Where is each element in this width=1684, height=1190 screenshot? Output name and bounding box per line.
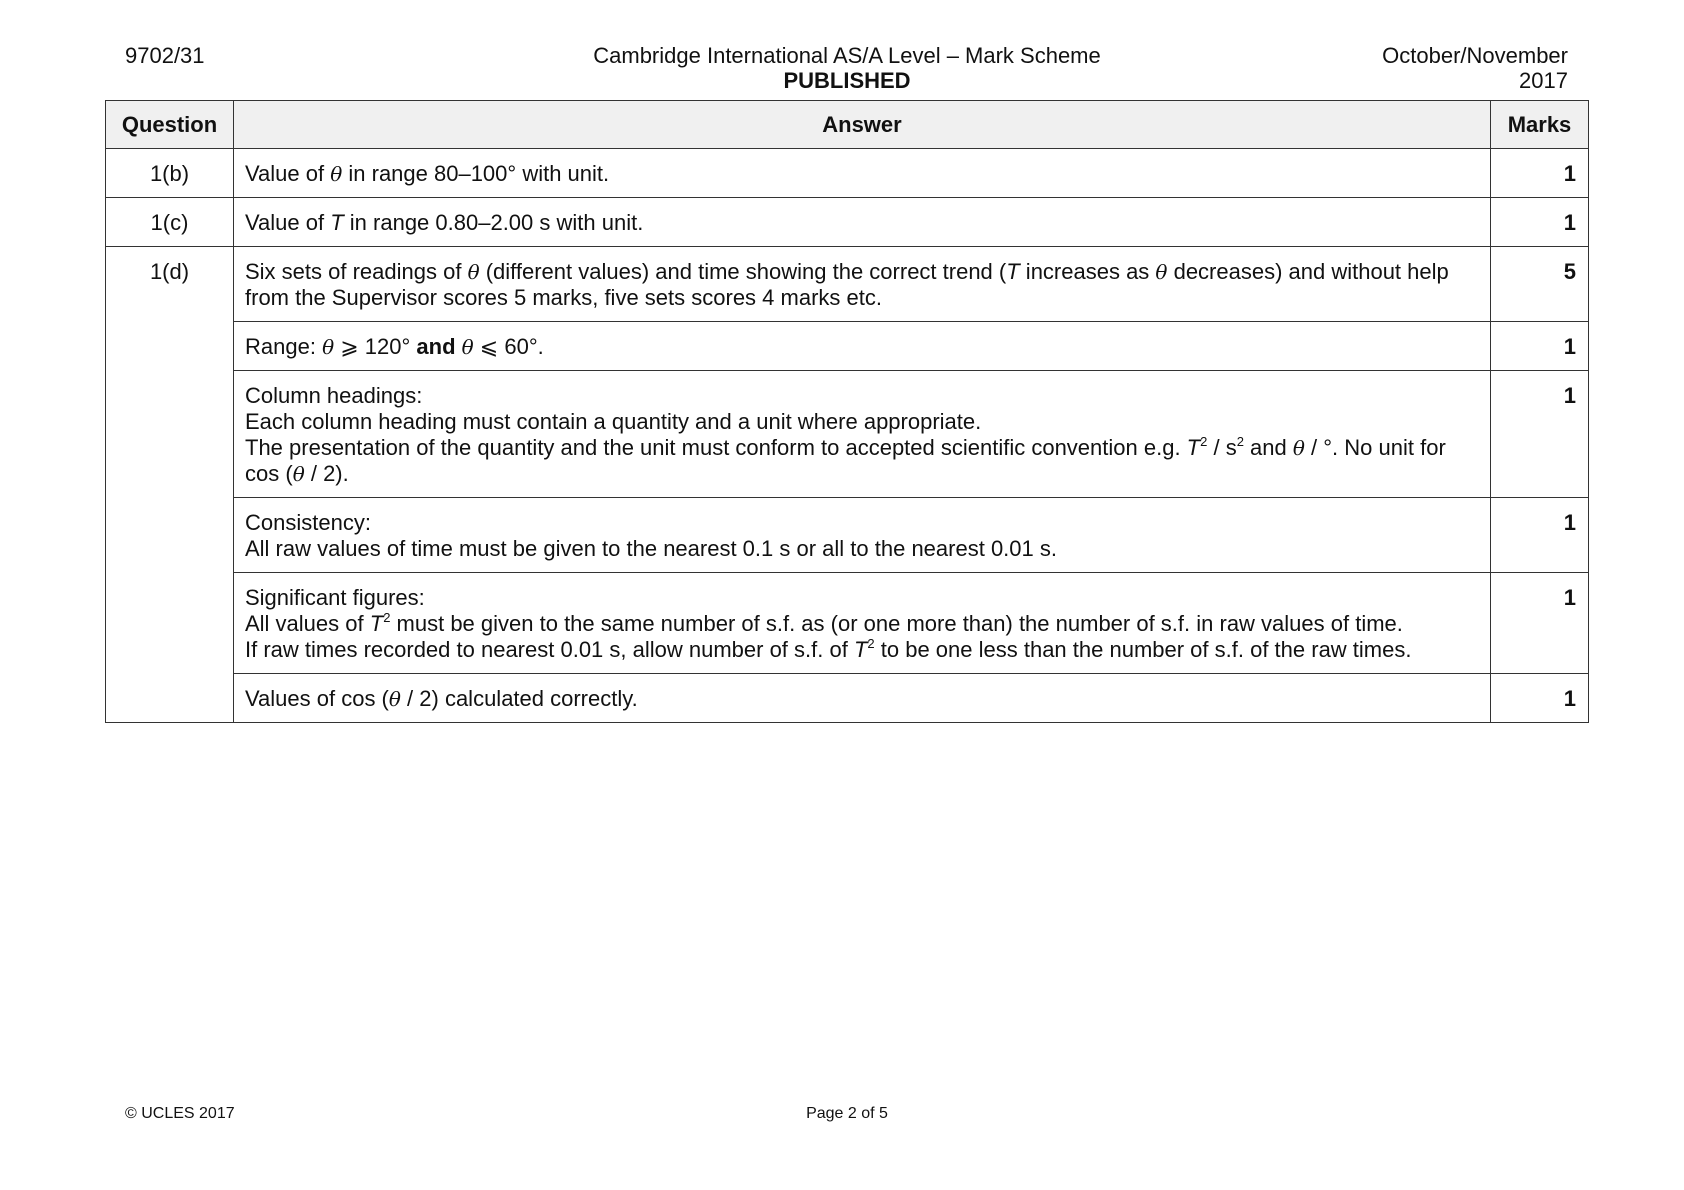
marks-cell: 1 [1491, 322, 1589, 371]
answer-cell: Value of T in range 0.80–2.00 s with unit. [234, 198, 1491, 247]
year-label: 2017 [1519, 68, 1568, 93]
page-number: Page 2 of 5 [806, 1105, 888, 1122]
table-row [106, 498, 1589, 573]
document-title: Cambridge International AS/A Level – Mark Scheme [593, 43, 1101, 68]
header-question: Question [106, 101, 234, 149]
exam-session [1300, 43, 1568, 93]
copyright-notice: © UCLES 2017 [125, 1105, 235, 1122]
question-cell: 1(b) [106, 149, 234, 198]
marks-cell: 1 [1491, 198, 1589, 247]
marks-cell: 1 [1491, 498, 1589, 573]
marks-cell: 1 [1491, 573, 1589, 674]
question-cell: 1(c) [106, 198, 234, 247]
table-row [106, 198, 1589, 247]
table-header-row [106, 101, 1589, 149]
answer-cell: Column headings: Each column heading must contain a quantity and a unit where appropriate. The presentation of the quantity and the unit must conform to accepted scientific convention e.g. $T^2 / s^2$ and θ / °. No unit for cos (θ / 2). [234, 371, 1491, 498]
header-answer: Answer [234, 101, 1491, 149]
answer-cell: Value of θ in range 80–100° with unit. [234, 149, 1491, 198]
table-row [106, 674, 1589, 723]
marks-cell: 1 [1491, 149, 1589, 198]
question-cell: 1(d) [106, 247, 234, 723]
header-marks: Marks [1491, 101, 1589, 149]
marks-cell: 5 [1491, 247, 1589, 322]
table-row [106, 573, 1589, 674]
published-label: PUBLISHED [783, 68, 911, 93]
mark-scheme-table [105, 100, 1589, 723]
table-row [106, 322, 1589, 371]
paper-code: 9702/31 [125, 43, 205, 68]
answer-cell: Range: θ ⩾ 120° and θ ⩽ 60°. [234, 322, 1491, 371]
marks-cell: 1 [1491, 674, 1589, 723]
marks-cell: 1 [1491, 371, 1589, 498]
answer-cell: Six sets of readings of θ (different values) and time showing the correct trend (T increases as θ decreases) and without help from the Supervisor scores 5 marks, five sets scores 4 marks etc. [234, 247, 1491, 322]
answer-cell: Values of cos (θ / 2) calculated correctly. [234, 674, 1491, 723]
answer-cell: Consistency: All raw values of time must be given to the nearest 0.1 s or all to the nearest 0.01 s. [234, 498, 1491, 573]
table-row [106, 371, 1589, 498]
table-row [106, 247, 1589, 322]
table-row [106, 149, 1589, 198]
document-title-block [500, 43, 1194, 93]
session-label: October/November [1382, 43, 1568, 68]
answer-cell: Significant figures: All values of $T^2$ must be given to the same number of s.f. as (or one more than) the number of s.f. in raw values of time. If raw times recorded to nearest 0.01 s, allow number of s.f. of $T^2$ to be one less than the number of s.f. of the raw times. [234, 573, 1491, 674]
